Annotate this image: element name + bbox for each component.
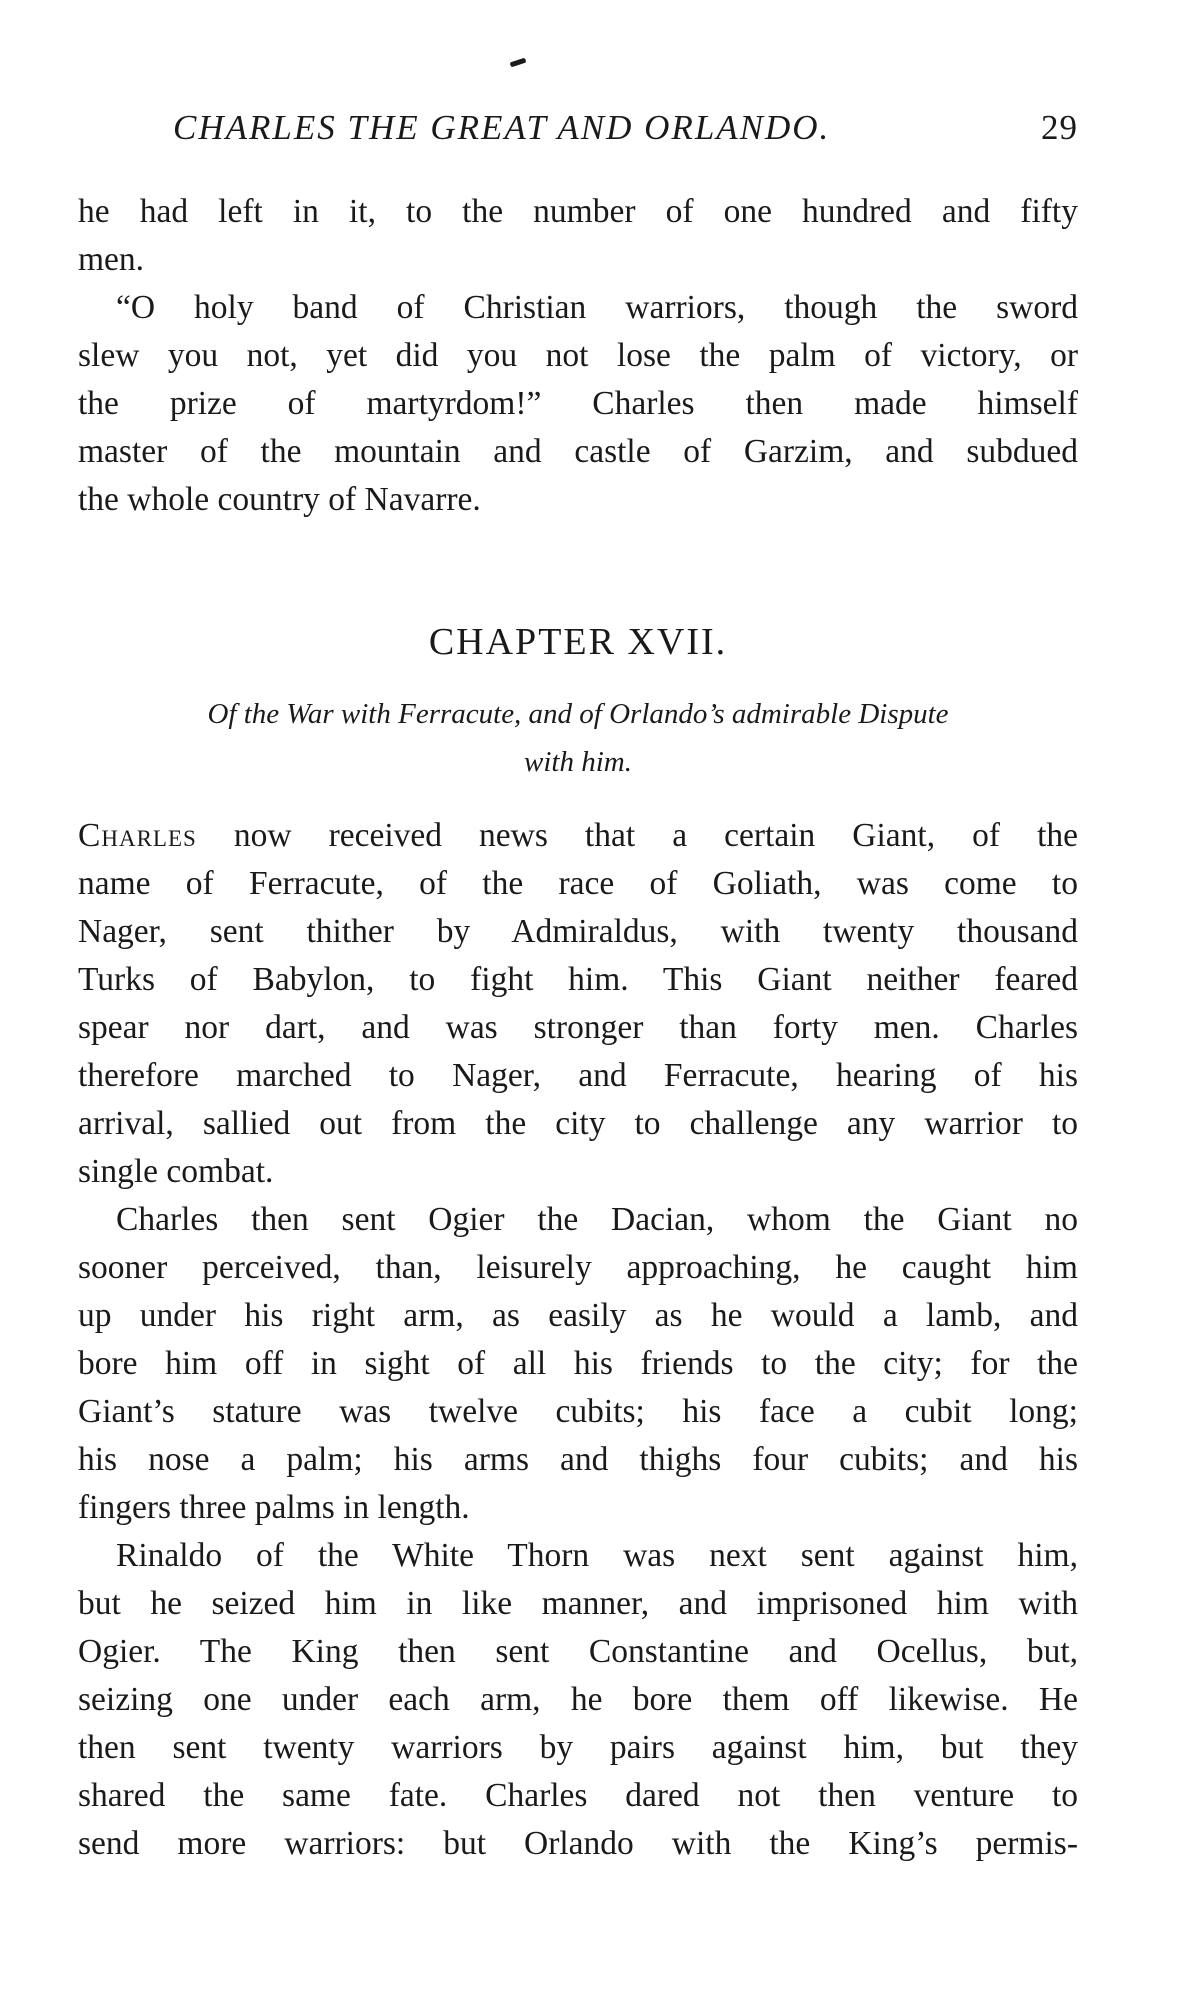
first-line-rest: now received news that a certain Giant, of the xyxy=(196,817,1078,854)
text-line: Turks of Babylon, to fight him. This Giant neither feared xyxy=(78,961,1078,998)
text-line: “O holy band of Christian warriors, though the sword xyxy=(116,289,1078,326)
chapter-heading: CHAPTER XVII. xyxy=(428,621,728,663)
chapter-body xyxy=(78,812,1078,1868)
text-line: men. xyxy=(78,241,145,278)
chapter-subtitle-line: Of the War with Ferracute, and of Orlando’s admirable Dispute xyxy=(207,698,949,730)
text-line: he had left in it, to the number of one hundred and fifty xyxy=(78,193,1078,230)
text-line: Charles then sent Ogier the Dacian, whom the Giant no xyxy=(116,1201,1078,1238)
text-line: sooner perceived, than, leisurely approaching, he caught him xyxy=(78,1249,1078,1286)
text-line: Rinaldo of the White Thorn was next sent against him, xyxy=(116,1537,1078,1574)
text-line: up under his right arm, as easily as he would a lamb, and xyxy=(78,1297,1078,1334)
text-line: but he seized him in like manner, and imprisoned him with xyxy=(78,1585,1078,1622)
ink-mark xyxy=(510,58,527,68)
chapter-subtitle-line: with him. xyxy=(524,746,632,778)
text-line: then sent twenty warriors by pairs against him, but they xyxy=(78,1729,1078,1766)
text-line: the whole country of Navarre. xyxy=(78,481,481,518)
running-title: CHARLES THE GREAT AND ORLANDO. xyxy=(173,108,831,147)
top-paragraphs xyxy=(78,188,1078,524)
text-line: his nose a palm; his arms and thighs four cubits; and his xyxy=(78,1441,1078,1478)
text-line: single combat. xyxy=(78,1153,274,1190)
text-line: seizing one under each arm, he bore them off likewise. He xyxy=(78,1681,1078,1718)
text-line: spear nor dart, and was stronger than forty men. Charles xyxy=(78,1009,1078,1046)
text-line: Giant’s stature was twelve cubits; his face a cubit long; xyxy=(78,1393,1078,1430)
text-line: master of the mountain and castle of Garzim, and subdued xyxy=(78,433,1078,470)
text-line: shared the same fate. Charles dared not then venture to xyxy=(78,1777,1078,1814)
text-line: arrival, sallied out from the city to challenge any warrior to xyxy=(78,1105,1078,1142)
first-text-line xyxy=(78,812,1078,860)
text-line: fingers three palms in length. xyxy=(78,1489,470,1526)
page-number: 29 xyxy=(1041,108,1078,147)
text-line: send more warriors: but Orlando with the King’s permis- xyxy=(78,1825,1078,1862)
opening-word: Charles xyxy=(78,817,197,854)
text-line: therefore marched to Nager, and Ferracute, hearing of his xyxy=(78,1057,1078,1094)
text-line: Nager, sent thither by Admiraldus, with twenty thousand xyxy=(78,913,1078,950)
running-head xyxy=(78,108,1078,156)
text-line: slew you not, yet did you not lose the palm of victory, or xyxy=(78,337,1078,374)
text-line: name of Ferracute, of the race of Goliath, was come to xyxy=(78,865,1078,902)
text-line: the prize of martyrdom!” Charles then made himself xyxy=(78,385,1078,422)
chapter-subtitle xyxy=(78,690,1078,786)
text-line: Ogier. The King then sent Constantine and Ocellus, but, xyxy=(78,1633,1078,1670)
text-line: bore him off in sight of all his friends to the city; for the xyxy=(78,1345,1078,1382)
